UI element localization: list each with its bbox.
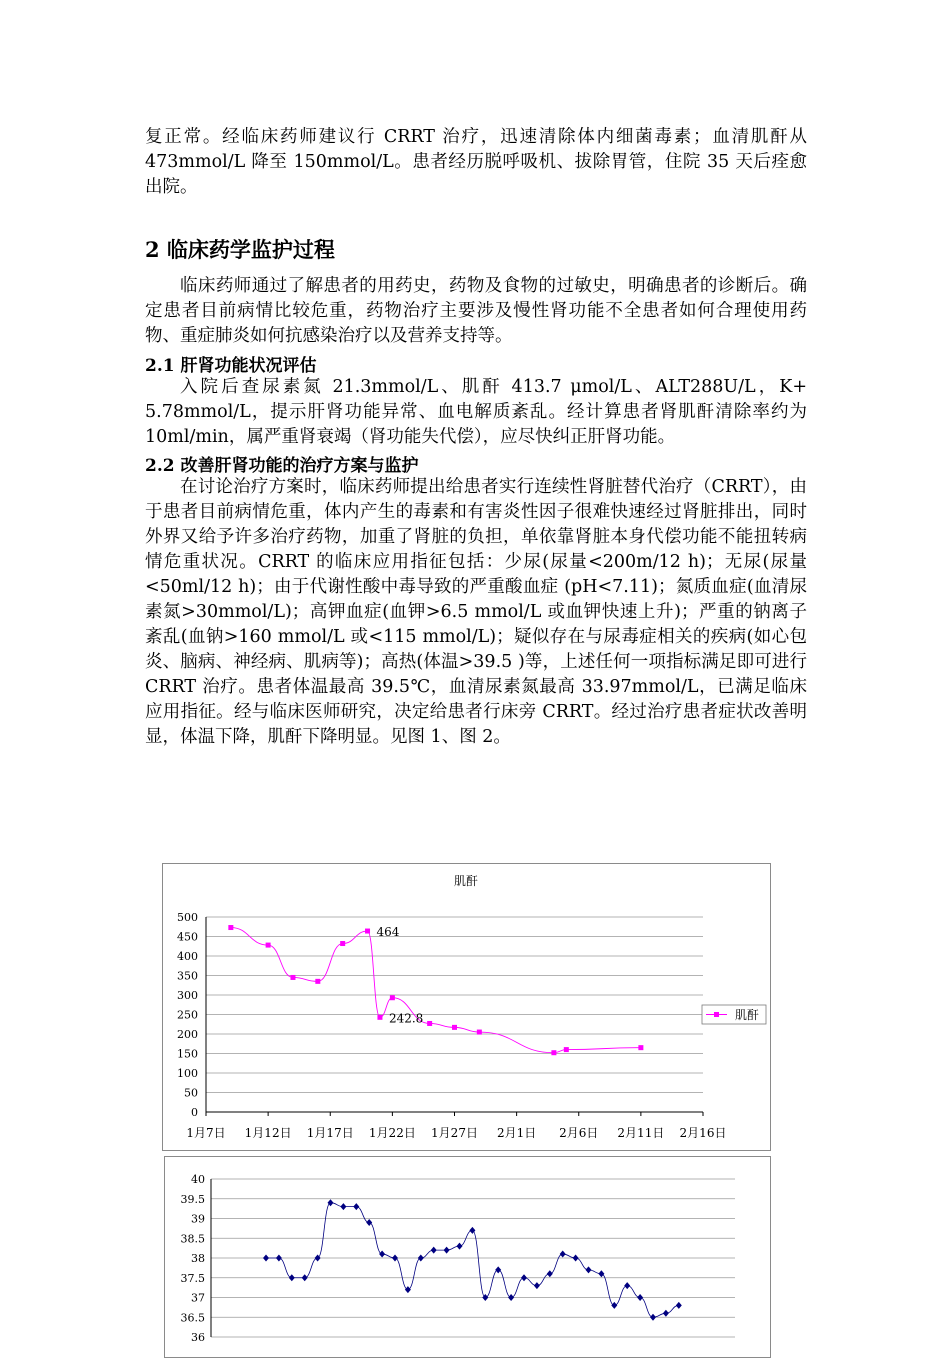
y-tick-label: 350 xyxy=(177,969,198,983)
data-point xyxy=(365,929,370,934)
x-tick-label: 1月22日 xyxy=(368,1126,416,1140)
data-point xyxy=(547,1270,553,1277)
data-point xyxy=(624,1282,630,1289)
y-tick-label: 0 xyxy=(191,1106,198,1119)
y-tick-label: 450 xyxy=(177,930,198,944)
data-point xyxy=(392,1255,398,1262)
data-point xyxy=(263,1255,269,1262)
data-point xyxy=(427,1021,432,1026)
data-point xyxy=(405,1286,411,1293)
data-point xyxy=(390,995,395,1000)
data-point xyxy=(290,975,295,980)
data-point xyxy=(228,925,233,930)
data-point xyxy=(650,1314,656,1321)
data-point xyxy=(379,1251,385,1258)
x-tick-label: 2月1日 xyxy=(496,1126,537,1140)
series-line-temperature xyxy=(266,1203,679,1318)
data-point xyxy=(560,1251,566,1258)
data-label: 242.8 xyxy=(388,1011,424,1026)
data-point xyxy=(444,1247,450,1254)
x-tick-label: 1月17日 xyxy=(306,1126,354,1140)
data-point xyxy=(551,1050,556,1055)
data-point xyxy=(302,1274,308,1281)
y-tick-label: 200 xyxy=(177,1028,198,1041)
y-tick-label: 50 xyxy=(184,1086,198,1100)
section-2-2-paragraph: 在讨论治疗方案时，临床药师提出给患者实行连续性肾脏替代治疗（CRRT），由于患者目前病情危重，体内产生的毒素和有害炎性因子很难快速经过肾脏排出，同时外界又给予许多治疗药物，加重了肾脏的负担，单依靠肾脏本身代偿功能不能扭转病情危重状况。CRRT 的临床应用指征包括：少尿(尿量<200m/12 h)；无尿(尿量<50ml/12 h)；由于代谢性酸中毒导致的严重酸血症 (pH<7.11)；氮质血症(血清尿素氮>30mmol/L)；高钾血症(血钾>6.5 mmol/L 或血钾快速上升)；严重的钠离子紊乱(血钠>160 mmol/L 或<115 mmol/L)；疑似存在与尿毒症相关的疾病(如心包炎、脑病、神经病、肌病等)；高热(体温>39.5 )等，上述任何一项指标满足即可进行 CRRT 治疗。患者体温最高 39.5℃，血清尿素氮最高 33.97mmol/L，已满足临床应用指征。经与临床医师研究，决定给患者行床旁 CRRT。经过治疗患者症状改善明显，体温下降，肌酐下降明显。见图 1、图 2。 xyxy=(145,477,807,747)
data-point xyxy=(431,1247,437,1254)
temperature-chart-svg xyxy=(165,1157,770,1357)
data-point xyxy=(564,1047,569,1052)
section-2-1-heading: 2.1 肝肾功能状况评估 xyxy=(145,356,317,376)
y-tick-label: 37.5 xyxy=(180,1271,205,1285)
data-point xyxy=(477,1030,482,1035)
data-point xyxy=(663,1310,669,1317)
y-tick-label: 150 xyxy=(177,1047,198,1061)
data-point xyxy=(508,1294,514,1301)
y-tick-label: 39 xyxy=(191,1212,205,1226)
y-tick-label: 36 xyxy=(191,1331,205,1344)
data-point xyxy=(276,1255,282,1262)
data-point xyxy=(611,1302,617,1309)
data-point xyxy=(521,1274,527,1281)
data-point xyxy=(598,1270,604,1277)
data-point xyxy=(534,1282,540,1289)
creatinine-chart-svg xyxy=(163,864,770,1150)
chart-title: 肌酐 xyxy=(453,874,479,888)
data-point xyxy=(586,1266,592,1273)
y-tick-label: 250 xyxy=(177,1008,198,1022)
section-2-1-paragraph: 入院后查尿素氮 21.3mmol/L、肌酐 413.7 μmol/L、ALT288U/L，K+ 5.78mmol/L，提示肝肾功能异常、血电解质紊乱。经计算患者肾肌酐清除率约为 10ml/min，属严重肾衰竭（肾功能失代偿），应尽快纠正肝肾功能。 xyxy=(145,377,807,447)
data-label: 464 xyxy=(376,925,400,940)
data-point xyxy=(266,943,271,948)
data-point xyxy=(315,979,320,984)
y-tick-label: 39.5 xyxy=(180,1192,205,1206)
x-tick-label: 2月6日 xyxy=(559,1126,599,1140)
y-tick-label: 38 xyxy=(191,1252,205,1265)
data-point xyxy=(638,1045,643,1050)
data-point xyxy=(353,1203,359,1210)
data-point xyxy=(340,1203,346,1210)
y-tick-label: 400 xyxy=(177,950,198,963)
y-tick-label: 40 xyxy=(191,1173,205,1186)
data-point xyxy=(418,1255,424,1262)
section-2-paragraph: 临床药师通过了解患者的用药史，药物及食物的过敏史，明确患者的诊断后。确定患者目前病情比较危重，药物治疗主要涉及慢性肾功能不全患者如何合理使用药物、重症肺炎如何抗感染治疗以及营养支持等。 xyxy=(145,276,807,346)
data-point xyxy=(457,1243,463,1250)
data-point xyxy=(495,1266,501,1273)
data-point xyxy=(573,1255,579,1262)
x-tick-label: 2月11日 xyxy=(617,1126,665,1140)
creatinine-chart xyxy=(162,863,771,1151)
section-2-2-heading: 2.2 改善肝肾功能的治疗方案与监护 xyxy=(145,456,419,476)
data-point xyxy=(366,1219,372,1226)
x-tick-label: 1月7日 xyxy=(186,1126,226,1140)
x-tick-label: 1月12日 xyxy=(244,1126,292,1140)
temperature-chart xyxy=(164,1156,771,1358)
legend-marker xyxy=(714,1012,719,1017)
y-tick-label: 500 xyxy=(177,911,198,924)
data-point xyxy=(637,1294,643,1301)
data-point xyxy=(676,1302,682,1309)
data-point xyxy=(289,1274,295,1281)
y-tick-label: 100 xyxy=(177,1067,198,1080)
legend-label: 肌酐 xyxy=(735,1008,760,1022)
x-tick-label: 2月16日 xyxy=(679,1126,727,1140)
data-point xyxy=(340,941,345,946)
section-2-heading: 2 临床药学监护过程 xyxy=(145,237,335,262)
y-tick-label: 300 xyxy=(177,989,198,1002)
y-tick-label: 36.5 xyxy=(180,1311,205,1325)
intro-paragraph: 复正常。经临床药师建议行 CRRT 治疗，迅速清除体内细菌毒素；血清肌酐从 473mmol/L 降至 150mmol/L。患者经历脱呼吸机、拔除胃管，住院 35 天后痊愈出院。 xyxy=(145,127,807,197)
data-point xyxy=(452,1025,457,1030)
x-tick-label: 1月27日 xyxy=(431,1126,478,1140)
y-tick-label: 38.5 xyxy=(180,1232,205,1246)
data-point xyxy=(377,1015,382,1020)
y-tick-label: 37 xyxy=(191,1291,205,1305)
